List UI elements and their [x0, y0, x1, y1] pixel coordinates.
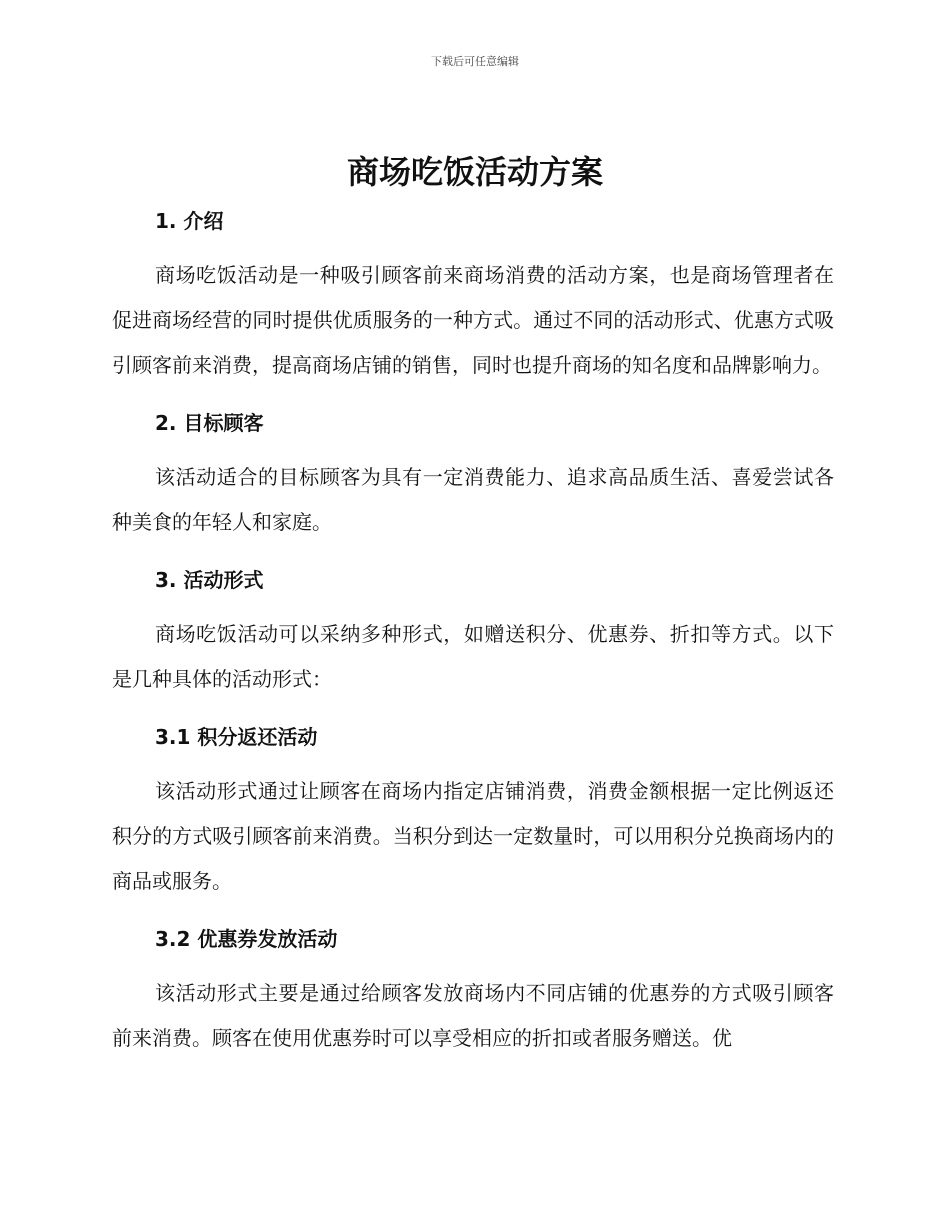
section-heading-intro: 1. 介绍 — [155, 209, 224, 233]
section-paragraph-activity-forms: 商场吃饭活动可以采纳多种形式，如赠送积分、优惠券、折扣等方式。以下是几种具体的活动形式： — [112, 622, 834, 691]
section-paragraph-intro: 商场吃饭活动是一种吸引顾客前来商场消费的活动方案，也是商场管理者在促进商场经营的同时提供优质服务的一种方式。通过不同的活动形式、优惠方式吸引顾客前来消费，提高商场店铺的销售，同时也提升商场的知名度和品牌影响力。 — [112, 263, 834, 377]
section-heading-coupon-distribution: 3.2 优惠券发放活动 — [155, 927, 338, 951]
document-title: 商场吃饭活动方案 — [346, 153, 603, 191]
document-body — [112, 202, 834, 1061]
header-note: 下载后可任意编辑 — [431, 55, 519, 68]
section-paragraph-coupon-distribution: 该活动形式主要是通过给顾客发放商场内不同店铺的优惠券的方式吸引顾客前来消费。顾客在使用优惠券时可以享受相应的折扣或者服务赠送。优 — [112, 981, 834, 1050]
section-paragraph-points-rebate: 该活动形式通过让顾客在商场内指定店铺消费，消费金额根据一定比例返还积分的方式吸引顾客前来消费。当积分到达一定数量时，可以用积分兑换商场内的商品或服务。 — [112, 779, 834, 893]
section-heading-target-customers: 2. 目标顾客 — [155, 411, 264, 435]
section-heading-activity-forms: 3. 活动形式 — [155, 568, 264, 592]
section-heading-points-rebate: 3.1 积分返还活动 — [155, 725, 318, 749]
section-paragraph-target-customers: 该活动适合的目标顾客为具有一定消费能力、追求高品质生活、喜爱尝试各种美食的年轻人和家庭。 — [112, 465, 834, 534]
